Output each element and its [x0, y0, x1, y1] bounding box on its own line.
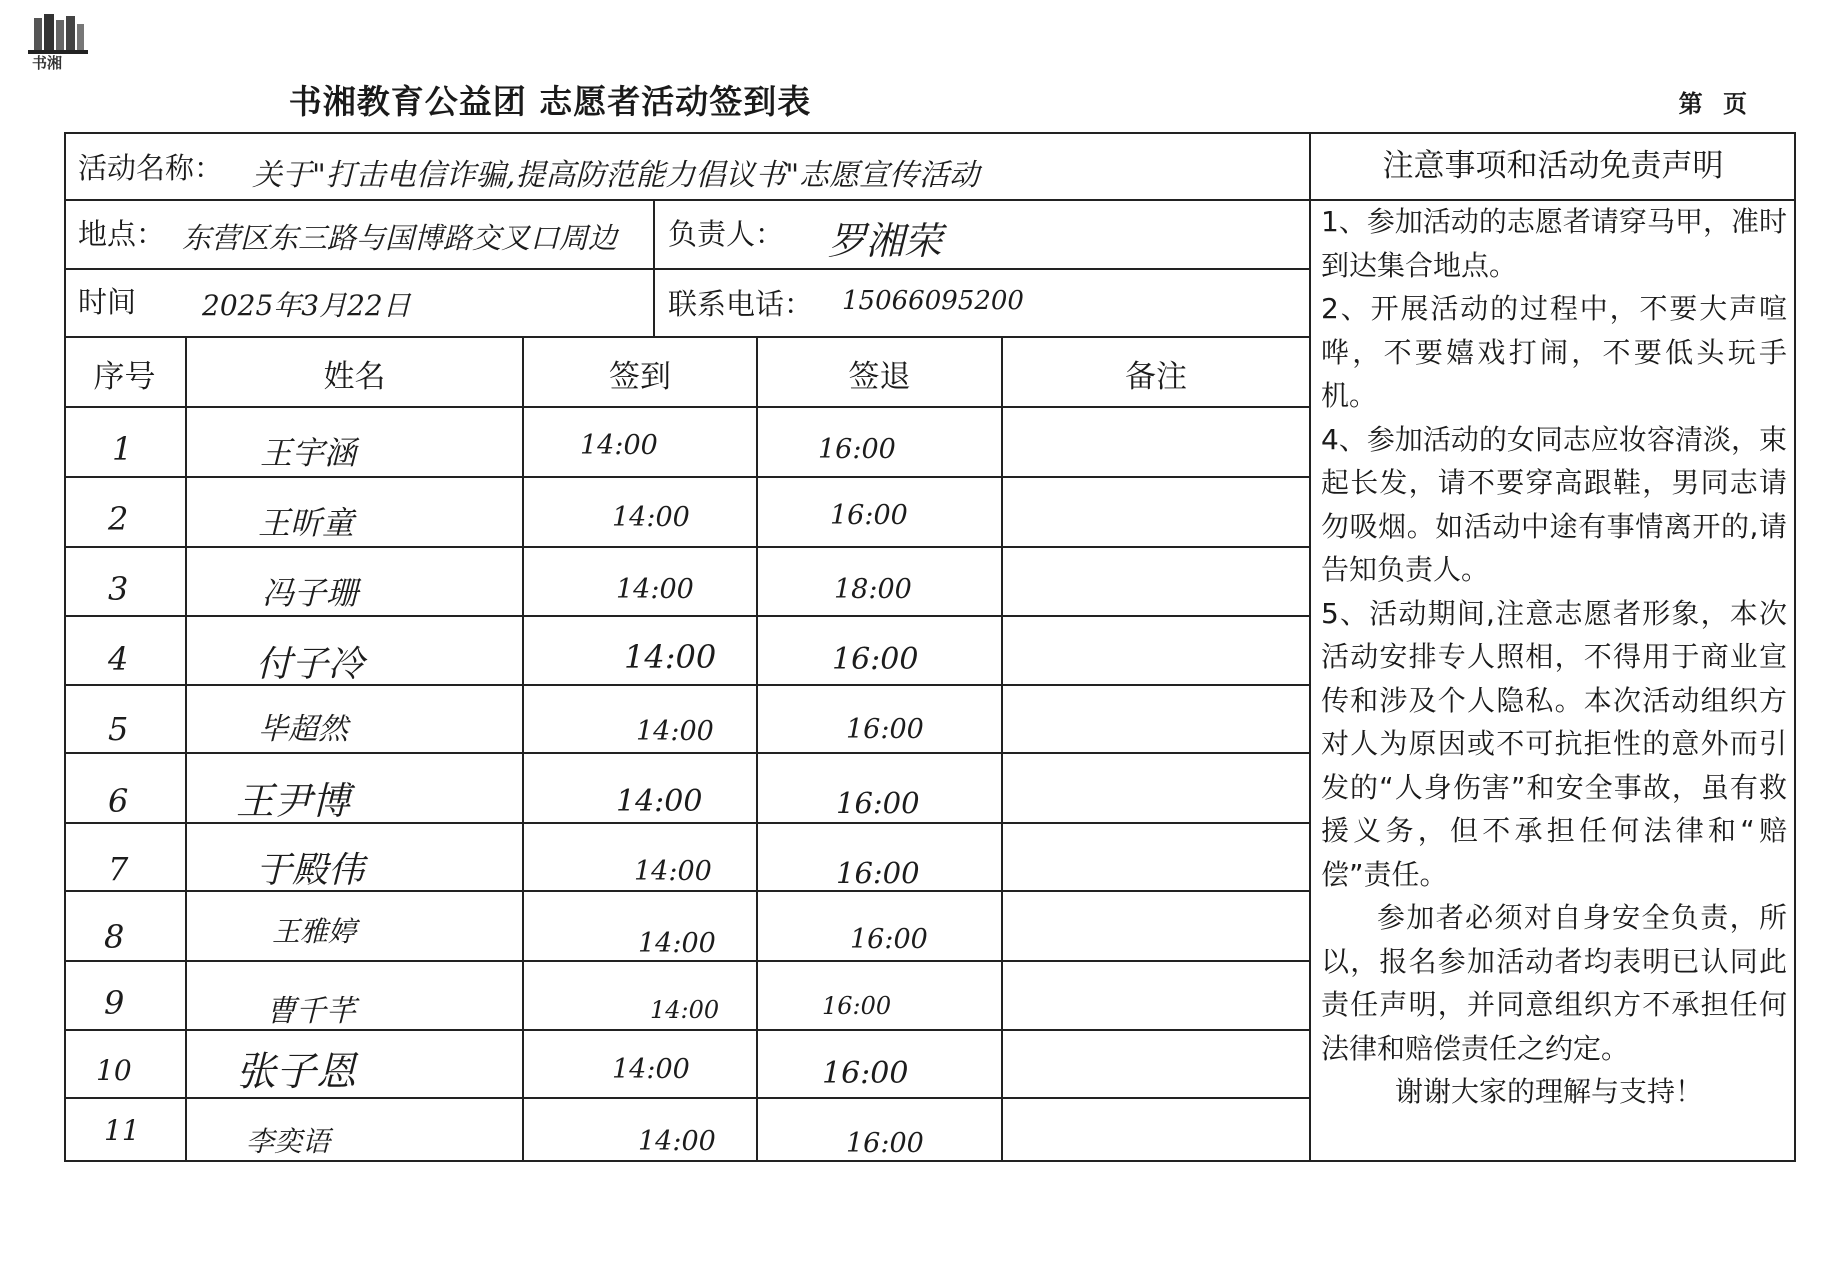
- column-header-signout: 签退: [848, 359, 911, 395]
- divider: [64, 336, 1309, 338]
- row-3-seq: 3: [108, 570, 129, 608]
- row-7-seq: 7: [108, 850, 129, 888]
- row-3-name: 冯子珊: [262, 574, 359, 612]
- row-1-seq: 1: [112, 430, 133, 468]
- row-3-signin: 14:00: [616, 574, 694, 605]
- page-title: 书湘教育公益团 志愿者活动签到表: [288, 82, 812, 121]
- location-value: 东营区东三路与国博路交叉口周边: [182, 221, 618, 255]
- activity-name-value: 关于"打击电信诈骗,提高防范能力倡议书"志愿宣传活动: [252, 158, 980, 193]
- divider: [64, 199, 1309, 201]
- row-4-signout: 16:00: [832, 642, 919, 677]
- row-5-name: 毕超然: [258, 712, 348, 747]
- row-1-signout: 16:00: [818, 434, 896, 465]
- row-1-name: 王宇涵: [260, 434, 357, 472]
- time-label: 时间: [78, 285, 137, 319]
- row-9-name: 曹千芊: [266, 994, 356, 1029]
- row-11-name: 李奕语: [246, 1125, 331, 1158]
- row-7-name: 于殿伟: [256, 850, 365, 891]
- row-11-signout: 16:00: [846, 1128, 924, 1159]
- notice-heading: 注意事项和活动免责声明: [1382, 148, 1724, 184]
- divider: [522, 336, 524, 1162]
- time-value: 2025年3月22日: [202, 289, 411, 322]
- leader-value: 罗湘荣: [828, 219, 943, 263]
- divider: [64, 268, 1309, 270]
- row-4-signin: 14:00: [624, 638, 717, 676]
- row-2-name: 王昕童: [258, 504, 355, 542]
- leader-label: 负责人：: [668, 217, 785, 251]
- divider: [64, 546, 1309, 548]
- row-8-signout: 16:00: [850, 924, 928, 955]
- row-9-signin: 14:00: [650, 996, 720, 1024]
- row-7-signin: 14:00: [634, 856, 712, 887]
- notice-item: 1、参加活动的志愿者请穿马甲，准时到达集合地点。: [1321, 205, 1787, 282]
- row-10-seq: 10: [96, 1054, 132, 1087]
- row-11-signin: 14:00: [638, 1126, 716, 1157]
- row-5-signout: 16:00: [846, 714, 924, 745]
- notice-item: 2、开展活动的过程中，不要大声喧哗，不要嬉戏打闹，不要低头玩手机。: [1321, 292, 1787, 412]
- row-9-signout: 16:00: [822, 992, 892, 1020]
- row-8-name: 王雅婷: [272, 915, 357, 948]
- divider: [64, 1097, 1309, 1099]
- notice-thanks: 谢谢大家的理解与支持！: [1395, 1075, 1704, 1108]
- row-6-seq: 6: [108, 782, 129, 820]
- column-header-signin: 签到: [609, 359, 671, 395]
- row-5-signin: 14:00: [636, 716, 714, 747]
- logo-text: 书湘: [32, 54, 63, 72]
- activity-name-label: 活动名称：: [78, 151, 224, 185]
- notice-body: [1321, 200, 1787, 1114]
- row-10-name: 张子恩: [236, 1049, 356, 1095]
- row-4-name: 付子冷: [256, 644, 365, 685]
- column-header-name: 姓名: [323, 359, 386, 395]
- row-4-seq: 4: [108, 640, 129, 678]
- divider: [64, 684, 1309, 686]
- divider: [64, 752, 1309, 754]
- row-3-signout: 18:00: [834, 574, 912, 605]
- notice-item: 4、参加活动的女同志应妆容清淡，束起长发，请不要穿高跟鞋，男同志请勿吸烟。如活动中途有事情离开的,请告知负责人。: [1321, 422, 1787, 586]
- divider: [64, 890, 1309, 892]
- row-2-signin: 14:00: [612, 502, 690, 533]
- divider: [64, 476, 1309, 478]
- notice-closing: 参加者必须对自身安全负责，所以，报名参加活动者均表明已认同此责任声明，并同意组织方不承担任何法律和赔偿责任之约定。: [1321, 901, 1787, 1065]
- row-10-signin: 14:00: [612, 1054, 690, 1085]
- row-8-signin: 14:00: [638, 928, 716, 959]
- row-6-signout: 16:00: [836, 786, 920, 820]
- row-10-signout: 16:00: [822, 1056, 909, 1091]
- divider: [64, 615, 1309, 617]
- divider: [185, 336, 187, 1162]
- row-11-seq: 11: [104, 1114, 140, 1147]
- divider: [756, 336, 758, 1162]
- divider: [653, 200, 655, 336]
- divider: [1309, 132, 1311, 1162]
- row-6-name: 王尹博: [236, 779, 351, 823]
- column-header-note: 备注: [1125, 359, 1187, 395]
- row-8-seq: 8: [104, 918, 125, 956]
- phone-label: 联系电话：: [668, 287, 814, 321]
- row-6-signin: 14:00: [616, 784, 703, 819]
- row-9-seq: 9: [104, 984, 125, 1022]
- notice-item: 5、活动期间,注意志愿者形象，本次活动安排专人照相，不得用于商业宣传和涉及个人隐私。本次活动组织方对人为原因或不可抗拒性的意外而引发的“人身伤害”和安全事故，虽有救援义务，但不承担任何法律和“赔偿”责任。: [1321, 596, 1787, 891]
- divider: [64, 1029, 1309, 1031]
- row-2-seq: 2: [108, 500, 129, 538]
- page-number-label: 第 页: [1678, 90, 1753, 118]
- row-7-signout: 16:00: [836, 856, 920, 890]
- divider: [64, 406, 1309, 408]
- divider: [64, 960, 1309, 962]
- phone-value: 15066095200: [842, 286, 1024, 316]
- location-label: 地点：: [78, 217, 166, 251]
- column-header-seq: 序号: [93, 359, 156, 395]
- divider: [1001, 336, 1003, 1162]
- row-1-signin: 14:00: [580, 430, 658, 461]
- row-5-seq: 5: [108, 710, 129, 748]
- row-2-signout: 16:00: [830, 500, 908, 531]
